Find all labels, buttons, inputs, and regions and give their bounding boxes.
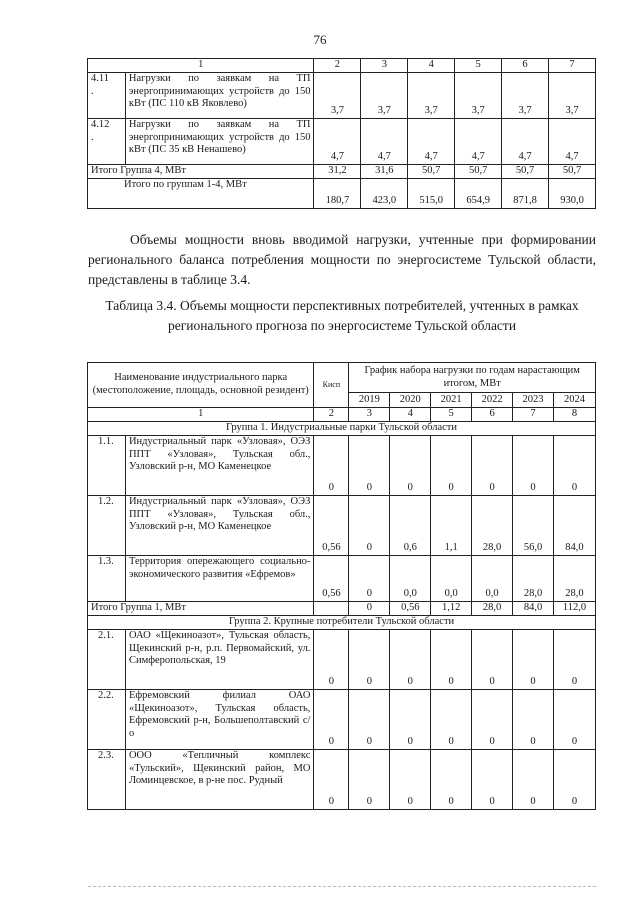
- cell-value: 50,7: [455, 165, 502, 179]
- table-caption: Таблица 3.4. Объемы мощности перспективных потребителей, учтенных в рамках регионального прогноза по энергосистеме Тульской области: [105, 298, 579, 333]
- col-number: 5: [455, 59, 502, 73]
- row-index: 4.11 .: [88, 73, 126, 119]
- row-description: ОАО «Щекиноазот», Тульская область, Щекинский р-н, р.п. Первомайский, ул. Симферопольская, 19: [125, 630, 313, 690]
- table-row: [88, 630, 596, 690]
- group-title: Группа 1. Индустриальные парки Тульской области: [88, 422, 596, 436]
- cell-value: 0: [349, 436, 390, 496]
- cell-value: 28,0: [472, 602, 513, 616]
- row-description: Ефремовский филиал ОАО «Щекиноазот», Тульская область, Ефремовский р-н, Большеполтавский с/о: [125, 690, 313, 750]
- page-number: 76: [313, 32, 327, 47]
- cell-value: 0: [513, 630, 554, 690]
- cell-value: 0: [553, 630, 595, 690]
- cell-value: 0: [472, 436, 513, 496]
- cell-value: 0: [349, 556, 390, 602]
- cell-value: 3,7: [314, 73, 361, 119]
- cell-k: 0: [314, 690, 349, 750]
- row-description: Индустриальный парк «Узловая», ОЭЗ ППТ «Узловая», Тульская обл., Узловский р-н, МО Каменецкое: [125, 496, 313, 556]
- row-index: 1.1.: [88, 436, 126, 496]
- table-row: [88, 436, 596, 496]
- table-row: [88, 690, 596, 750]
- cell-value: 0: [431, 436, 472, 496]
- cell-value: 50,7: [408, 165, 455, 179]
- row-index: 2.2.: [88, 690, 126, 750]
- table-row: [88, 73, 596, 119]
- col-number: 4: [390, 408, 431, 422]
- table-continuation: [87, 58, 596, 209]
- col-number: 7: [513, 408, 554, 422]
- year-header: 2021: [431, 393, 472, 408]
- cell-value: 0: [431, 690, 472, 750]
- table-row: [88, 119, 596, 165]
- cell-value: 3,7: [408, 73, 455, 119]
- cell-value: 0: [431, 750, 472, 810]
- cell-value: 3,7: [502, 73, 549, 119]
- col-number: 1: [88, 408, 314, 422]
- cell-value: 56,0: [513, 496, 554, 556]
- group-header-row: [88, 422, 596, 436]
- header-name: Наименование индустриального парка (местоположение, площадь, основной резидент): [88, 363, 314, 408]
- year-header: 2019: [349, 393, 390, 408]
- year-header: 2020: [390, 393, 431, 408]
- cell-value: 0,0: [390, 556, 431, 602]
- cell-value: 0: [390, 630, 431, 690]
- cell-value: 112,0: [553, 602, 595, 616]
- col-number: 4: [408, 59, 455, 73]
- col-number: 7: [549, 59, 596, 73]
- cell-k: 0: [314, 630, 349, 690]
- cell-value: 3,7: [549, 73, 596, 119]
- cell-value: 0: [349, 750, 390, 810]
- col-number: 1: [88, 59, 314, 73]
- row-description: ООО «Тепличный комплекс «Тульский», Щекинский район, МО Ломинцевское, в р-не пос. Рудный: [125, 750, 313, 810]
- page-bottom-mark: [88, 886, 596, 887]
- total-row: [88, 602, 596, 616]
- cell-k: 0,56: [314, 496, 349, 556]
- table-row: [88, 496, 596, 556]
- body-paragraph: Объемы мощности вновь вводимой нагрузки, учтенные при формировании регионального баланса потребления мощности по энергосистеме Тульской области, представлены в таблице 3.4.: [88, 232, 596, 287]
- total-label: Итого Группа 1, МВт: [88, 602, 314, 616]
- cell-value: 31,6: [361, 165, 408, 179]
- cell-value: 0: [553, 436, 595, 496]
- col-number: 5: [431, 408, 472, 422]
- year-header: 2022: [472, 393, 513, 408]
- table-row: [88, 750, 596, 810]
- cell-value: 4,7: [549, 119, 596, 165]
- cell-value: 4,7: [314, 119, 361, 165]
- cell-value: 28,0: [513, 556, 554, 602]
- cell-value: 0: [472, 750, 513, 810]
- cell-value: 0,6: [390, 496, 431, 556]
- row-index: 1.2.: [88, 496, 126, 556]
- row-index: 1.3.: [88, 556, 126, 602]
- cell-k: [314, 602, 349, 616]
- cell-value: 31,2: [314, 165, 361, 179]
- cell-value: 0,56: [390, 602, 431, 616]
- cell-value: 0: [513, 750, 554, 810]
- cell-value: 50,7: [502, 165, 549, 179]
- cell-value: 0: [390, 436, 431, 496]
- cell-value: 0: [349, 602, 390, 616]
- row-index: 2.3.: [88, 750, 126, 810]
- col-number: 6: [502, 59, 549, 73]
- row-index: 4.12 .: [88, 119, 126, 165]
- cell-value: 4,7: [502, 119, 549, 165]
- cell-value: 0: [553, 690, 595, 750]
- cell-value: 515,0: [408, 179, 455, 209]
- header-k: Кисп: [314, 363, 349, 408]
- cell-value: 0: [431, 630, 472, 690]
- cell-value: 0: [472, 690, 513, 750]
- col-number: 8: [553, 408, 595, 422]
- cell-k: 0: [314, 436, 349, 496]
- cell-value: 4,7: [455, 119, 502, 165]
- cell-value: 0,0: [472, 556, 513, 602]
- col-number: 6: [472, 408, 513, 422]
- cell-value: 930,0: [549, 179, 596, 209]
- col-number: 3: [361, 59, 408, 73]
- cell-value: 3,7: [361, 73, 408, 119]
- year-header: 2023: [513, 393, 554, 408]
- total-label: Итого Группа 4, МВт: [88, 165, 314, 179]
- cell-value: 4,7: [361, 119, 408, 165]
- cell-value: 0: [513, 690, 554, 750]
- cell-value: 0: [349, 630, 390, 690]
- total-row: [88, 165, 596, 179]
- row-description: Нагрузки по заявкам на ТП энергопринимающих устройств до 150 кВт (ПС 110 кВ Яковлево): [125, 73, 314, 119]
- col-number: 2: [314, 59, 361, 73]
- group-header-row: [88, 616, 596, 630]
- cell-value: 50,7: [549, 165, 596, 179]
- row-index: 2.1.: [88, 630, 126, 690]
- cell-value: 0,0: [431, 556, 472, 602]
- cell-k: 0,56: [314, 556, 349, 602]
- table-3-4: [87, 362, 596, 810]
- cell-value: 28,0: [472, 496, 513, 556]
- cell-k: 0: [314, 750, 349, 810]
- group-title: Группа 2. Крупные потребители Тульской области: [88, 616, 596, 630]
- table-header-row: [88, 59, 596, 73]
- total-row: [88, 179, 596, 209]
- table-row: [88, 556, 596, 602]
- cell-value: 423,0: [361, 179, 408, 209]
- cell-value: 1,1: [431, 496, 472, 556]
- cell-value: 4,7: [408, 119, 455, 165]
- col-number: 2: [314, 408, 349, 422]
- cell-value: 3,7: [455, 73, 502, 119]
- row-description: Индустриальный парк «Узловая», ОЭЗ ППТ «Узловая», Тульская обл., Узловский р-н, МО Каменецкое: [125, 436, 313, 496]
- cell-value: 0: [390, 750, 431, 810]
- cell-value: 0: [513, 436, 554, 496]
- row-description: Нагрузки по заявкам на ТП энергопринимающих устройств до 150 кВт (ПС 35 кВ Ненашево): [125, 119, 314, 165]
- cell-value: 0: [553, 750, 595, 810]
- cell-value: 84,0: [553, 496, 595, 556]
- cell-value: 0: [349, 496, 390, 556]
- cell-value: 0: [390, 690, 431, 750]
- table-header-row: [88, 363, 596, 393]
- cell-value: 180,7: [314, 179, 361, 209]
- year-header: 2024: [553, 393, 595, 408]
- total-label: Итого по группам 1-4, МВт: [88, 179, 314, 209]
- cell-value: 871,8: [502, 179, 549, 209]
- cell-value: 1,12: [431, 602, 472, 616]
- header-schedule: График набора нагрузки по годам нарастающим итогом, МВт: [349, 363, 596, 393]
- cell-value: 654,9: [455, 179, 502, 209]
- row-description: Территория опережающего социально-экономического развития «Ефремов»: [125, 556, 313, 602]
- col-number: 3: [349, 408, 390, 422]
- table-colnum-row: [88, 408, 596, 422]
- cell-value: 0: [349, 690, 390, 750]
- cell-value: 84,0: [513, 602, 554, 616]
- cell-value: 0: [472, 630, 513, 690]
- cell-value: 28,0: [553, 556, 595, 602]
